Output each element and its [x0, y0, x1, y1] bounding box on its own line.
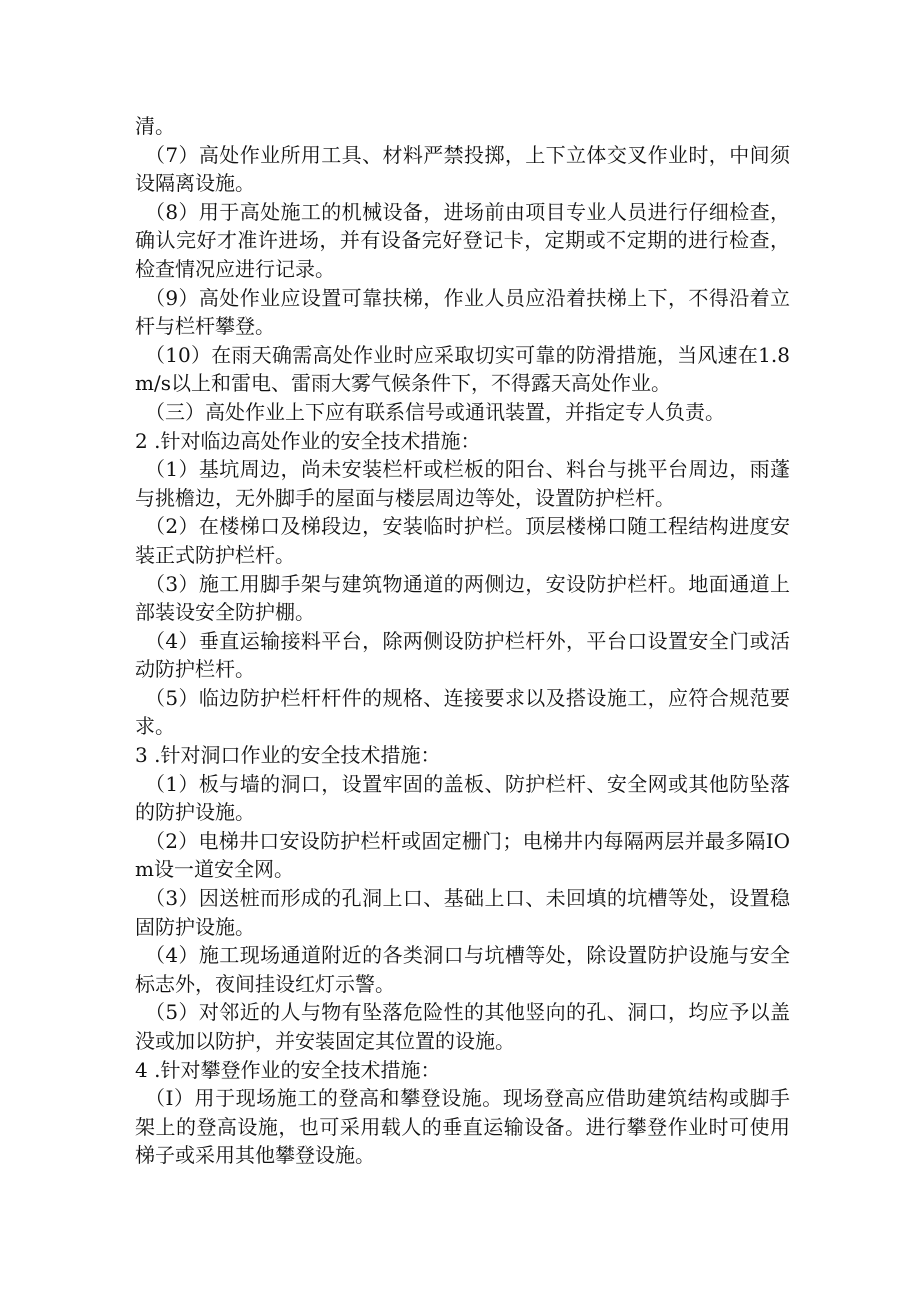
section-heading-3: 3 .针对洞口作业的安全技术措施：: [135, 743, 441, 768]
document-page: [135, 112, 790, 1170]
paragraph-2-3: （3）施工用脚手架与建筑物通道的两侧边，安设防护栏杆。地面通道上部装设安全防护棚。: [135, 571, 790, 625]
paragraph-item-9: （9）高处作业应设置可靠扶梯，作业人员应沿着扶梯上下，不得沿着立杆与栏杆攀登。: [135, 285, 790, 339]
paragraph-2-1: （1）基坑周边，尚未安装栏杆或栏板的阳台、料台与挑平台周边，雨蓬与挑檐边，无外脚手的屋面与楼层周边等处，设置防护栏杆。: [135, 457, 790, 510]
paragraph-continuation: 清。: [135, 114, 175, 138]
paragraph-item-8: （8）用于高处施工的机械设备，进场前由项目专业人员进行仔细检查，确认完好才准许进场，并有设备完好登记卡，定期或不定期的进行检查，检查情况应进行记录。: [135, 199, 790, 281]
paragraph-3-1: （1）板与墙的洞口，设置牢固的盖板、防护栏杆、安全网或其他防坠落的防护设施。: [135, 771, 790, 825]
paragraph-2-4: （4）垂直运输接料平台，除两侧设防护栏杆外，平台口设置安全门或活动防护栏杆。: [135, 628, 790, 682]
section-heading-2: 2 .针对临边高处作业的安全技术措施：: [135, 428, 481, 453]
paragraph-3-5: （5）对邻近的人与物有坠落危险性的其他竖向的孔、洞口，均应予以盖没或加以防护，并安装固定其位置的设施。: [135, 1000, 790, 1053]
paragraph-item-7: （7）高处作业所用工具、材料严禁投掷，上下立体交叉作业时，中间须设隔离设施。: [135, 142, 790, 196]
paragraph-3-2: （2）电梯井口安设防护栏杆或固定栅门；电梯井内每隔两层并最多隔IOm设一道安全网。: [135, 828, 790, 882]
paragraph-2-5: （5）临边防护栏杆杆件的规格、连接要求以及搭设施工，应符合规范要求。: [135, 685, 790, 739]
section-heading-4: 4 .针对攀登作业的安全技术措施：: [135, 1057, 441, 1082]
paragraph-item-10: （10）在雨天确需高处作业时应采取切实可靠的防滑措施，当风速在1.8m∕s以上和雷电、雷雨大雾气候条件下，不得露天高处作业。: [135, 342, 790, 396]
paragraph-2-2: （2）在楼梯口及梯段边，安装临时护栏。顶层楼梯口随工程结构进度安装正式防护栏杆。: [135, 514, 790, 567]
paragraph-item-san: （三）高处作业上下应有联系信号或通讯装置，并指定专人负责。: [145, 399, 725, 424]
paragraph-3-3: （3）因送桩而形成的孔洞上口、基础上口、未回填的坑槽等处，设置稳固防护设施。: [135, 886, 790, 939]
paragraph-4-1: （I）用于现场施工的登高和攀登设施。现场登高应借助建筑结构或脚手架上的登高设施，也可采用载人的垂直运输设备。进行攀登作业时可使用梯子或采用其他攀登设施。: [135, 1086, 790, 1168]
paragraph-3-4: （4）施工现场通道附近的各类洞口与坑槽等处，除设置防护设施与安全标志外，夜间挂设红灯示警。: [135, 943, 790, 996]
